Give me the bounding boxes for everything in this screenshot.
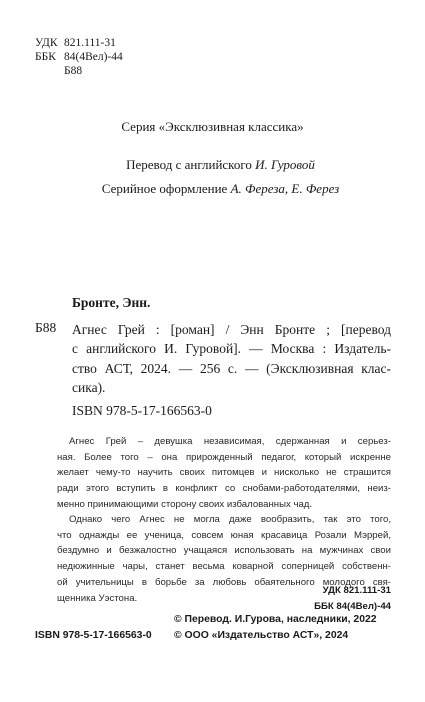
catalog-line: с английского И. Гуровой]. — Москва : Издатель- (72, 341, 391, 357)
annotation-line: менно принимающими сторону своих избалованных чад. (57, 498, 313, 510)
udk-value: 821.111-31 (64, 37, 116, 49)
annotation-line: ради этого вступить в конфликт со снобами-работодателями, неиз- (57, 483, 391, 495)
author-sign-top: Б88 (64, 65, 83, 77)
author-sign-row (35, 64, 123, 78)
footer-bbk: ББК 84(4Вел)-44 (314, 601, 391, 612)
annotation-line: Однако чего Агнес не могла даже вообразить, так это того, (69, 514, 391, 525)
footer-udk: УДК 821.111-31 (322, 585, 391, 596)
annotation-line: щенника Уэстона. (57, 592, 138, 604)
bbk-row (35, 50, 123, 64)
annotation-line: что однажды ее ученица, совсем юная красавица Розали Мэррей, (57, 529, 391, 541)
annotation-paragraph-1 (57, 434, 391, 513)
series-title: Серия «Эксклюзивная классика» (121, 119, 304, 134)
designer-names: А. Фереза, Е. Ферез (230, 181, 340, 196)
annotation-line: ная. Более того – она прирожденный педагог, который искренне (57, 451, 391, 463)
annotation-line: Агнес Грей – девушка независимая, сдержанная и серьез- (69, 436, 391, 447)
catalog-isbn: ISBN 978-5-17-166563-0 (72, 403, 212, 418)
design-credit (8, 181, 425, 197)
bbk-label: ББК (35, 51, 56, 63)
annotation-line: бездумно и безжалостно учащаяся использовать на мужчинах свои (57, 545, 391, 557)
catalog-author-sign: Б88 (35, 320, 57, 335)
annotation-line: желает чему-то научить своих питомцев и нисколько не страшится (57, 467, 391, 479)
annotation-line: ой учительницы в борьбе за любовь обаятельного молодого свя- (57, 576, 391, 588)
classification-codes (35, 36, 123, 78)
catalog-description (72, 320, 391, 398)
udk-label: УДК (35, 37, 58, 49)
catalog-line: сика). (72, 380, 106, 396)
catalog-author: Бронте, Энн. (72, 295, 151, 310)
translator-name: И. Гуровой (255, 157, 315, 172)
udk-row (35, 36, 123, 50)
design-prefix: Серийное оформление (101, 181, 228, 196)
copyright-publisher: © ООО «Издательство АСТ», 2024 (174, 630, 349, 641)
copyright-isbn: ISBN 978-5-17-166563-0 (35, 630, 152, 641)
copyright-translation: © Перевод. И.Гурова, наследники, 2022 (174, 614, 377, 625)
translation-credit (8, 157, 425, 173)
catalog-line: ство АСТ, 2024. — 256 с. — (Эксклюзивная клас- (72, 360, 391, 376)
translation-prefix: Перевод с английского (126, 157, 252, 172)
catalog-line: Агнес Грей : [роман] / Энн Бронте ; [перевод (72, 322, 391, 337)
annotation-line: недюжинные чары, станет весьма коварной соперницей собственн- (57, 561, 391, 573)
bbk-value: 84(4Вел)-44 (64, 51, 123, 63)
